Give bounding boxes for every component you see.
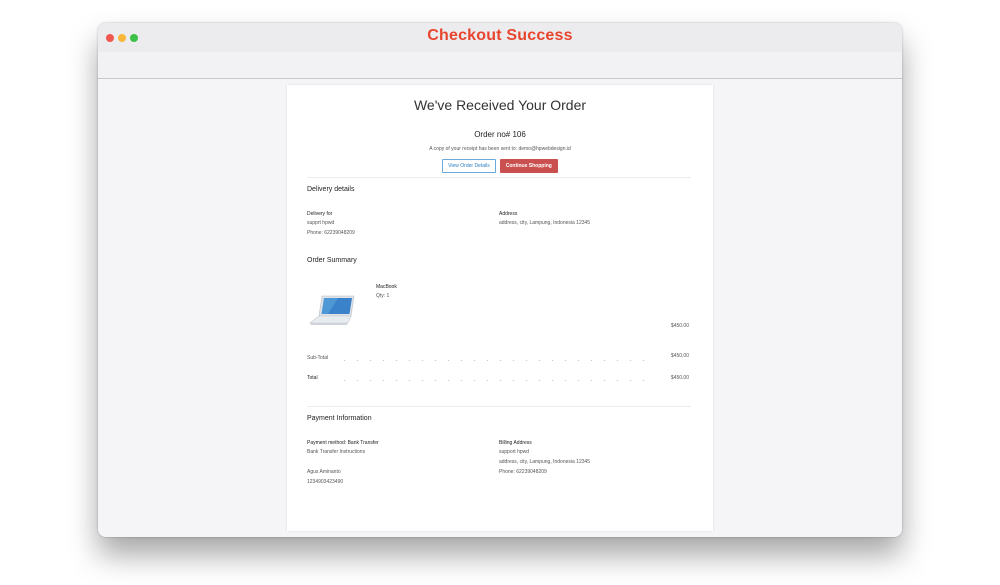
item-price: $450.00 [670,323,689,329]
account-name: Agus Aminanto [307,469,341,475]
page-content [98,79,902,537]
billing-address-label: Billing Address [499,440,532,446]
delivery-section-title: Delivery details [307,186,355,193]
browser-window [98,23,902,537]
billing-phone: Phone: 62239048209 [499,469,547,475]
delivery-phone: Phone: 62239048209 [307,230,355,236]
continue-shopping-button[interactable]: Continue Shopping [500,159,558,173]
receipt-note: A copy of your receipt has been sent to: demo@hpwebdesign.id [429,146,571,152]
window-title: Checkout Success [427,27,573,44]
order-confirmation-card [287,85,713,531]
billing-address: address, city, Lampung, Indonesia 12345 [499,459,591,465]
toolbar [98,52,902,79]
subtotal-label: Sub-Total [307,355,329,361]
delivery-for-label: Delivery for [307,211,333,217]
payment-method: Payment method: Bank Transfer [307,440,379,446]
subtotal-value: $450.00 [670,353,689,359]
page-heading: We've Received Your Order [413,97,587,113]
delivery-address: address, city, Lampung, Indonesia 12345 [499,220,591,226]
title-bar [98,23,902,52]
action-buttons [287,159,713,173]
item-name: MacBook [376,284,397,290]
view-order-details-button[interactable]: View Order Details [442,159,496,173]
total-label: Total [307,375,318,381]
divider [307,406,691,407]
billing-name: support hpwd [499,449,530,455]
macbook-product-image [308,294,356,326]
bank-transfer-instructions: Bank Transfer Instructions [307,449,366,455]
order-number: Order no# 106 [474,130,526,139]
item-quantity: Qty: 1 [376,293,390,299]
order-summary-title: Order Summary [307,257,357,264]
total-leader [338,380,655,381]
address-label: Address [499,211,518,217]
total-value: $450.00 [670,375,689,381]
payment-section-title: Payment Information [307,415,372,422]
subtotal-leader [338,360,655,361]
account-number: 1234903423490 [307,479,344,485]
divider [307,177,691,178]
delivery-name: supprt hpwd [307,220,335,226]
